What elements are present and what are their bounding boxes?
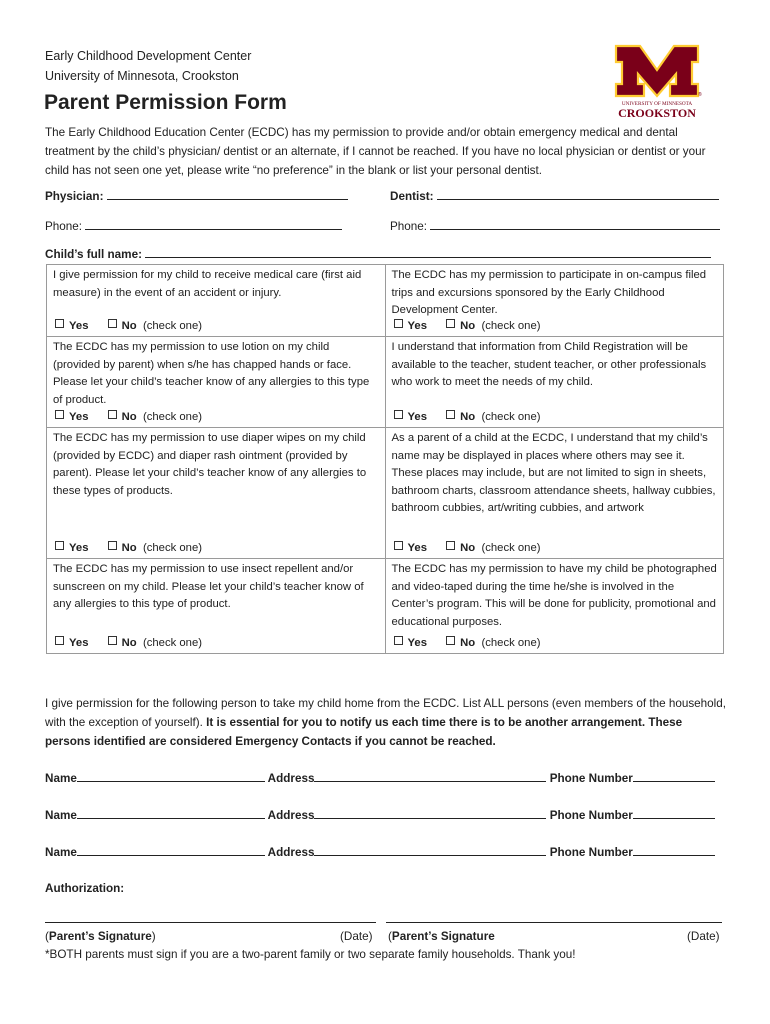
org-name: Early Childhood Development Center — [45, 49, 252, 63]
reg-mark: ® — [698, 92, 702, 98]
address-label: Address — [267, 846, 315, 859]
yes-no-choice — [394, 635, 541, 653]
address-field[interactable] — [314, 770, 546, 782]
umn-crookston-logo — [612, 44, 702, 120]
checkbox-icon[interactable] — [446, 410, 455, 419]
page-title: Parent Permission Form — [44, 91, 287, 114]
physician-label: Physician: — [45, 190, 104, 203]
child-name-row — [45, 246, 711, 261]
checkbox-icon[interactable] — [55, 636, 64, 645]
permission-text: The ECDC has my permission to have my child be photographed and video-taped during the time he/she is involved in the Center’s program. This will be done for publicity, promotional and educational purposes. — [391, 563, 717, 628]
pickup-emphasis: It is essential for you to notify us each time there is to be another arrangement. These persons identified are considered Emergency Contacts if you cannot be reached. — [45, 716, 683, 748]
dentist-phone-label: Phone: — [390, 220, 428, 233]
check-one-note: (check one) — [481, 636, 541, 649]
name-field[interactable] — [77, 807, 265, 819]
checkbox-icon[interactable] — [55, 410, 64, 419]
parent-signature-line-1[interactable] — [45, 922, 376, 923]
phone-number-field[interactable] — [633, 770, 715, 782]
check-one-note: (check one) — [142, 636, 202, 649]
date-label-2: Date — [690, 930, 716, 943]
yes-no-choice — [394, 318, 541, 336]
checkbox-icon[interactable] — [394, 636, 403, 645]
signature-caption-2: (Parent’s Signature — [388, 930, 495, 943]
phone-number-field[interactable] — [633, 807, 715, 819]
permission-cell — [385, 559, 724, 654]
intro-paragraph: The Early Childhood Education Center (ECDC) has my permission to provide and/or obtain emergency medical and dental treatment by the child’s physician/ dentist or an alternate, if I cannot be reached. If you have no local physician or dentist or your child has not seen one yet, please write “no preference” in the blank or list your personal dentist. — [45, 126, 706, 177]
phone-number-label: Phone Number — [549, 846, 633, 859]
checkbox-icon[interactable] — [108, 636, 117, 645]
yes-option[interactable]: Yes — [55, 320, 88, 332]
checkbox-icon[interactable] — [108, 541, 117, 550]
phone-number-field[interactable] — [633, 844, 715, 856]
name-label: Name — [45, 809, 77, 822]
signature-caption-1: (Parent’s Signature) — [45, 930, 156, 943]
check-one-note: (check one) — [142, 319, 202, 332]
dentist-field[interactable] — [437, 188, 719, 200]
no-option[interactable]: No — [446, 320, 475, 332]
permission-text: The ECDC has my permission to participate in on-campus filed trips and excursions sponsored by the Early Childhood Development Center. — [391, 269, 707, 316]
no-option[interactable]: No — [108, 320, 137, 332]
child-name-label: Child’s full name: — [45, 248, 142, 261]
permission-text: The ECDC has my permission to use diaper wipes on my child (provided by ECDC) and diaper rash ointment (provided by parent). Please let your child’s teacher know of any allergies to these types of products. — [53, 432, 367, 497]
logo-university: UNIVERSITY OF MINNESOTA — [621, 101, 693, 107]
physician-phone-label: Phone: — [45, 220, 83, 233]
pickup-paragraph — [45, 694, 727, 751]
no-option[interactable]: No — [108, 411, 137, 423]
checkbox-icon[interactable] — [394, 541, 403, 550]
dentist-phone-row — [390, 218, 720, 233]
date-label-1: Date — [343, 930, 369, 943]
dentist-row — [390, 188, 719, 203]
dentist-label: Dentist: — [390, 190, 434, 203]
permissions-table — [46, 264, 724, 654]
permission-text: I give permission for my child to receive medical care (first aid measure) in the event of an accident or injury. — [53, 269, 362, 299]
no-option[interactable]: No — [108, 542, 137, 554]
checkbox-icon[interactable] — [446, 541, 455, 550]
phone-number-label: Phone Number — [549, 772, 633, 785]
checkbox-icon[interactable] — [446, 636, 455, 645]
permission-text: The ECDC has my permission to use insect repellent and/or sunscreen on my child. Please let your child’s teacher know of any allergies to this type of product. — [53, 563, 364, 610]
check-one-note: (check one) — [481, 541, 541, 554]
yes-option[interactable]: Yes — [394, 411, 427, 423]
name-field[interactable] — [77, 844, 265, 856]
check-one-note: (check one) — [481, 319, 541, 332]
no-option[interactable]: No — [446, 542, 475, 554]
address-label: Address — [267, 809, 315, 822]
no-option[interactable]: No — [446, 411, 475, 423]
no-option[interactable]: No — [108, 637, 137, 649]
logo-campus: CROOKSTON — [618, 106, 696, 120]
checkbox-icon[interactable] — [55, 541, 64, 550]
yes-no-choice — [55, 318, 202, 336]
footnote: *BOTH parents must sign if you are a two-parent family or two separate family households. Thank you! — [45, 948, 576, 961]
permission-cell — [385, 265, 724, 337]
org-university: University of Minnesota, Crookston — [45, 69, 239, 83]
check-one-note: (check one) — [142, 541, 202, 554]
dentist-phone-field[interactable] — [430, 218, 720, 230]
address-label: Address — [267, 772, 315, 785]
yes-option[interactable]: Yes — [55, 542, 88, 554]
date-caption-2: (Date) — [687, 930, 720, 943]
checkbox-icon[interactable] — [55, 319, 64, 328]
yes-no-choice — [55, 540, 202, 558]
yes-no-choice — [55, 409, 202, 427]
no-option[interactable]: No — [446, 637, 475, 649]
contact-row — [45, 770, 715, 785]
name-field[interactable] — [77, 770, 265, 782]
yes-no-choice — [394, 409, 541, 427]
checkbox-icon[interactable] — [446, 319, 455, 328]
permission-text: As a parent of a child at the ECDC, I understand that my child’s name may be displayed in places where others may see it. These places may include, but are not limited to sign in sheets, bathroom charts, classroom attendance sheets, hallway cubbies, bathroom cubbies, art/writing cubbies, and artwork — [391, 432, 716, 514]
check-one-note: (check one) — [481, 410, 541, 423]
permission-cell — [385, 337, 724, 428]
yes-option[interactable]: Yes — [55, 411, 88, 423]
permission-cell — [47, 428, 386, 559]
physician-phone-field[interactable] — [85, 218, 342, 230]
name-label: Name — [45, 846, 77, 859]
checkbox-icon[interactable] — [394, 319, 403, 328]
address-field[interactable] — [314, 844, 546, 856]
authorization-label: Authorization: — [45, 882, 125, 895]
physician-field[interactable] — [107, 188, 348, 200]
yes-no-choice — [394, 540, 541, 558]
permission-text: The ECDC has my permission to use lotion on my child (provided by parent) when s/he has chapped hands or face. Please let your child’s teacher know of any allergies to this type of product. — [53, 341, 370, 406]
block-m-icon — [612, 44, 702, 120]
name-label: Name — [45, 772, 77, 785]
phone-number-label: Phone Number — [549, 809, 633, 822]
check-one-note: (check one) — [142, 410, 202, 423]
permission-text: I understand that information from Child Registration will be available to the teacher, student teacher, or other professionals who work to meet the needs of my child. — [391, 341, 707, 388]
sig1-label: Parent’s Signature — [48, 930, 152, 943]
permission-cell — [385, 428, 724, 559]
contact-row — [45, 844, 715, 859]
permission-cell — [47, 265, 386, 337]
child-name-field[interactable] — [145, 246, 711, 258]
yes-option[interactable]: Yes — [394, 542, 427, 554]
date-caption-1: (Date) — [340, 930, 373, 943]
parent-signature-line-2[interactable] — [386, 922, 722, 923]
checkbox-icon[interactable] — [108, 410, 117, 419]
yes-option[interactable]: Yes — [55, 637, 88, 649]
pickup-text: I give permission for the following person to take my child home from the ECDC. List ALL persons (even members of the household, with the exception of yourself). — [45, 697, 727, 729]
contact-row — [45, 807, 715, 822]
checkbox-icon[interactable] — [394, 410, 403, 419]
permission-cell — [47, 337, 386, 428]
address-field[interactable] — [314, 807, 546, 819]
yes-option[interactable]: Yes — [394, 637, 427, 649]
yes-no-choice — [55, 635, 202, 653]
physician-row — [45, 188, 348, 203]
yes-option[interactable]: Yes — [394, 320, 427, 332]
sig2-label: Parent’s Signature — [391, 930, 495, 943]
physician-phone-row — [45, 218, 342, 233]
checkbox-icon[interactable] — [108, 319, 117, 328]
permission-cell — [47, 559, 386, 654]
